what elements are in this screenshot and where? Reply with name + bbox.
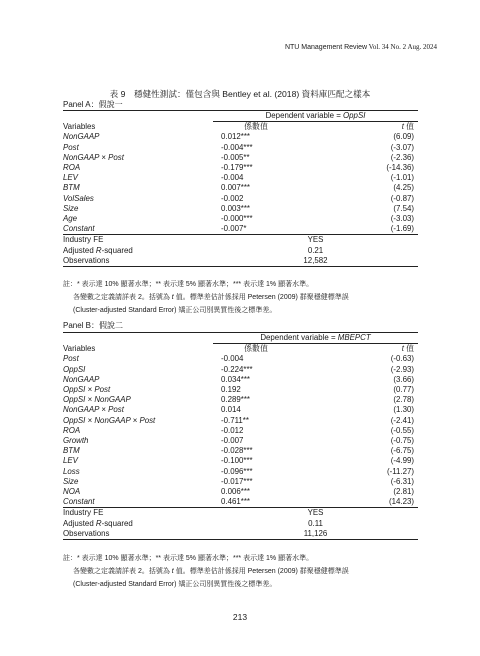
journal-name: NTU Management Review xyxy=(284,44,368,51)
coefficient: -0.002 xyxy=(221,193,244,203)
variable-name: NonGAAP xyxy=(63,132,100,142)
t-value: (2.78) xyxy=(393,395,414,405)
table-row xyxy=(63,446,418,456)
coefficient: -0.004*** xyxy=(221,142,253,152)
t-value: (7.54) xyxy=(393,203,414,213)
variable-name: OppSI × Post xyxy=(63,385,111,395)
t-value: (-0.63) xyxy=(390,354,414,364)
panel-b-r2-row: Adjusted R-squared 0.11 xyxy=(63,518,323,528)
coefficient: 0.007*** xyxy=(221,183,250,193)
table-row xyxy=(63,132,418,142)
t-value: (0.77) xyxy=(393,385,414,395)
coefficient: 0.192 xyxy=(221,385,241,395)
coefficient: -0.028*** xyxy=(221,446,253,456)
panel-b-table xyxy=(63,332,418,540)
t-value: (1.30) xyxy=(393,405,414,415)
t-value: (-0.55) xyxy=(390,425,414,435)
table-row xyxy=(63,153,418,163)
col-coef: 係數值 xyxy=(244,344,268,354)
panel-a-dep-row xyxy=(63,111,418,122)
table-row xyxy=(63,224,418,235)
table-row xyxy=(63,354,418,364)
coefficient: -0.012 xyxy=(221,425,244,435)
t-value: (6.09) xyxy=(393,132,414,142)
variable-name: LEV xyxy=(63,173,78,183)
variable-name: NonGAAP × Post xyxy=(63,405,124,415)
table-row xyxy=(63,365,418,375)
variable-name: OppSI × NonGAAP xyxy=(63,395,131,405)
variable-name: NonGAAP × Post xyxy=(63,152,124,162)
significance-note: 註：* 表示達 10% 顯著水準；** 表示達 5% 顯著水準；*** 表示達 1% 顯著水準。 xyxy=(63,281,314,288)
t-value: (-1.69) xyxy=(390,224,414,234)
t-value: (3.66) xyxy=(393,374,414,384)
coefficient: -0.711** xyxy=(221,415,249,425)
t-value: (-0.87) xyxy=(390,193,414,203)
t-value: (-6.75) xyxy=(390,446,414,456)
variable-name: ROA xyxy=(63,163,81,173)
coefficient: -0.224*** xyxy=(221,364,253,374)
table-row xyxy=(63,204,418,214)
definition-note-cont: (Cluster-adjusted Standard Error) 矯正公司別異質性後之標準差。 xyxy=(73,307,277,314)
coefficient: -0.096*** xyxy=(221,466,253,476)
table-row xyxy=(63,436,418,446)
running-header xyxy=(0,43,437,51)
panel-a-table xyxy=(63,110,418,267)
table-row xyxy=(63,426,418,436)
variable-name: OppSI xyxy=(63,364,86,374)
definition-note: 各變數之定義請詳表 2。括號為 t 值。標準差估計係採用 Petersen (2009) 群聚穩健標準誤 xyxy=(73,568,349,575)
panel-a-fe-row: Industry FE YES xyxy=(63,235,418,246)
panel-a-title: Panel A：假說一 xyxy=(63,100,123,109)
coefficient: -0.004 xyxy=(221,354,244,364)
t-value: (-3.03) xyxy=(390,214,414,224)
variable-name: Growth xyxy=(63,436,89,446)
table-caption: 表 9 穩健性測試：僅包含與 Bentley et al. (2018) 資料庫匹配之樣本 xyxy=(109,89,371,99)
variable-name: LEV xyxy=(63,456,78,466)
col-t: t 值 xyxy=(401,122,414,132)
t-value: (-2.41) xyxy=(390,415,414,425)
coefficient: -0.000*** xyxy=(221,214,253,224)
col-coef: 係數值 xyxy=(244,122,268,132)
definition-note: 各變數之定義請詳表 2。括號為 t 值。標準差估計係採用 Petersen (2009) 群聚穩健標準誤 xyxy=(73,294,349,301)
col-variables: Variables xyxy=(63,121,96,131)
table-row xyxy=(63,416,418,426)
variable-name: Constant xyxy=(63,497,95,507)
table-row xyxy=(63,214,418,224)
t-value: (-0.75) xyxy=(390,436,414,446)
variable-name: NonGAAP xyxy=(63,374,100,384)
journal-issue: Vol. 34 No. 2 Aug. 2024 xyxy=(368,43,437,51)
panel-b-dep-var: Dependent variable = MBEPCT xyxy=(213,333,418,344)
col-t: t 值 xyxy=(401,344,414,354)
table-row xyxy=(63,497,418,508)
panel-b-notes xyxy=(63,552,349,591)
t-value: (-3.07) xyxy=(390,142,414,152)
significance-note: 註：* 表示達 10% 顯著水準；** 表示達 5% 顯著水準；*** 表示達 1% 顯著水準。 xyxy=(63,555,314,562)
table-row xyxy=(63,163,418,173)
coefficient: -0.100*** xyxy=(221,456,253,466)
table-row xyxy=(63,385,418,395)
variable-name: ROA xyxy=(63,425,81,435)
panel-b-obs-row: Observations 11,126 xyxy=(63,529,418,540)
coefficient: -0.017*** xyxy=(221,476,253,486)
table-row xyxy=(63,375,418,385)
coefficient: -0.004 xyxy=(221,173,244,183)
t-value: (-14.36) xyxy=(386,163,414,173)
t-value: (-11.27) xyxy=(386,466,414,476)
page-number: 213 xyxy=(232,612,248,622)
table-row xyxy=(63,456,418,466)
variable-name: BTM xyxy=(63,183,80,193)
coefficient: 0.012*** xyxy=(221,132,250,142)
panel-b-fe-row: Industry FE YES xyxy=(63,508,418,519)
coefficient: 0.003*** xyxy=(221,203,250,213)
table-row xyxy=(63,487,418,497)
coefficient: 0.006*** xyxy=(221,487,250,497)
panel-a-notes xyxy=(63,278,349,317)
variable-name: Size xyxy=(63,203,79,213)
table-row xyxy=(63,143,418,153)
coefficient: -0.007 xyxy=(221,436,244,446)
t-value: (-4.99) xyxy=(390,456,414,466)
panel-b-header-row xyxy=(63,344,418,355)
variable-name: OppSI × NonGAAP × Post xyxy=(63,415,156,425)
table-row xyxy=(63,477,418,487)
coefficient: -0.005** xyxy=(221,152,250,162)
t-value: (2.81) xyxy=(393,487,414,497)
coefficient: 0.014 xyxy=(221,405,241,415)
panel-b-dep-row xyxy=(63,333,418,344)
variable-name: Constant xyxy=(63,224,95,234)
table-row xyxy=(63,183,418,193)
t-value: (14.23) xyxy=(388,497,414,507)
coefficient: 0.461*** xyxy=(221,497,250,507)
panel-a-obs-row: Observations 12,582 xyxy=(63,256,418,267)
col-variables: Variables xyxy=(63,343,96,353)
variable-name: NOA xyxy=(63,487,81,497)
table-row xyxy=(63,194,418,204)
t-value: (-6.31) xyxy=(390,476,414,486)
definition-note-cont: (Cluster-adjusted Standard Error) 矯正公司別異質性後之標準差。 xyxy=(73,581,277,588)
coefficient: 0.034*** xyxy=(221,374,250,384)
coefficient: -0.179*** xyxy=(221,163,253,173)
variable-name: VolSales xyxy=(63,193,94,203)
t-value: (-2.93) xyxy=(390,364,414,374)
panel-a-r2-row: Adjusted R-squared 0.21 xyxy=(63,245,324,255)
table-row xyxy=(63,173,418,183)
variable-name: Loss xyxy=(63,466,80,476)
t-value: (-1.01) xyxy=(390,173,414,183)
variable-name: BTM xyxy=(63,446,80,456)
coefficient: -0.007* xyxy=(221,224,247,234)
panel-b-title: Panel B：假說二 xyxy=(63,321,124,330)
t-value: (-2.36) xyxy=(390,152,414,162)
variable-name: Post xyxy=(63,354,79,364)
panel-a-header-row xyxy=(63,122,418,133)
table-row xyxy=(63,395,418,405)
panel-a-dep-var: Dependent variable = OppSI xyxy=(213,111,418,122)
t-value: (4.25) xyxy=(393,183,414,193)
variable-name: Age xyxy=(63,214,78,224)
coefficient: 0.289*** xyxy=(221,395,250,405)
variable-name: Size xyxy=(63,476,79,486)
table-row xyxy=(63,405,418,415)
variable-name: Post xyxy=(63,142,79,152)
table-row xyxy=(63,467,418,477)
